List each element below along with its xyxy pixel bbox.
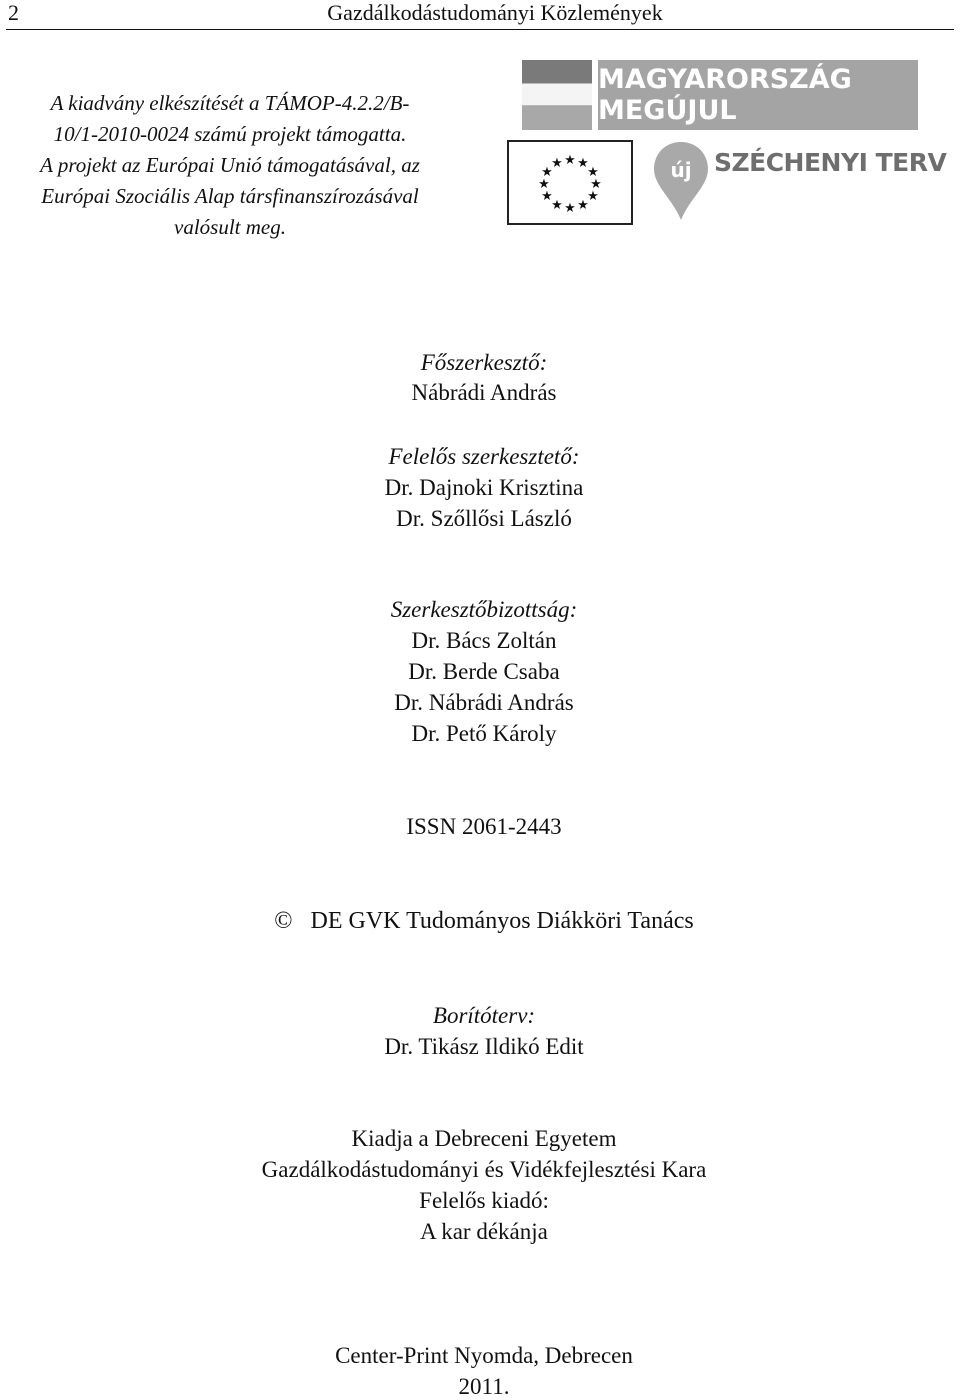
- journal-title: Gazdálkodástudományi Közlemények: [327, 0, 663, 25]
- hungarian-flag-red-stripe: [522, 60, 592, 83]
- svg-text:★: ★: [577, 156, 589, 171]
- support-line: A projekt az Európai Unió támogatásával, az: [40, 153, 420, 177]
- editor-in-chief-name: Nábrádi András: [411, 380, 557, 405]
- cover-design-label: Borítóterv:: [432, 1003, 536, 1028]
- svg-text:★: ★: [577, 198, 589, 213]
- svg-text:★: ★: [541, 165, 553, 180]
- responsible-editor-name: Dr. Szőllősi László: [396, 506, 572, 531]
- publisher-line: A kar dékánja: [420, 1219, 548, 1244]
- svg-text:★: ★: [564, 153, 576, 168]
- copyright-icon: ©: [274, 908, 293, 934]
- editor-in-chief-label: Főszerkesztő:: [420, 350, 548, 375]
- szechenyi-pin-icon: [652, 140, 710, 222]
- issn-number: ISSN 2061-2443: [406, 814, 562, 839]
- copyright-line: [0, 908, 960, 935]
- publisher-line: Gazdálkodástudományi és Vidékfejlesztési Kara: [261, 1157, 707, 1182]
- eu-flag-logo: [507, 140, 633, 225]
- cover-designer-name: Dr. Tikász Ildikó Edit: [384, 1034, 584, 1059]
- svg-text:★: ★: [541, 189, 553, 204]
- svg-text:★: ★: [551, 198, 563, 213]
- support-line: valósult meg.: [174, 215, 286, 239]
- board-member-name: Dr. Pető Károly: [411, 721, 557, 746]
- hungarian-flag-white-stripe: [522, 83, 592, 106]
- support-line: 10/1-2010-0024 számú projekt támogatta.: [53, 122, 407, 146]
- svg-text:★: ★: [587, 165, 599, 180]
- copyright-holder: DE GVK Tudományos Diákköri Tanács: [310, 908, 694, 934]
- board-member-name: Dr. Bács Zoltán: [411, 628, 557, 653]
- svg-text:★: ★: [564, 201, 576, 216]
- support-line: Európai Szociális Alap társfinanszírozásával: [41, 184, 419, 208]
- responsible-editors-label: Felelős szerkesztető:: [388, 444, 580, 469]
- editorial-board-label: Szerkesztőbizottság:: [390, 597, 578, 622]
- support-statement: [0, 88, 460, 243]
- banner-text: MAGYARORSZÁG MEGÚJUL: [598, 64, 852, 126]
- svg-text:★: ★: [551, 156, 563, 171]
- svg-text:★: ★: [590, 177, 602, 192]
- svg-text:★: ★: [587, 189, 599, 204]
- header-divider: [6, 29, 954, 30]
- eu-stars-icon: [509, 142, 631, 223]
- szechenyi-terv-logo-text: SZÉCHENYI TERV: [714, 148, 947, 177]
- publisher-line: Kiadja a Debreceni Egyetem: [351, 1126, 617, 1151]
- page-number: 2: [8, 0, 19, 25]
- responsible-editor-name: Dr. Dajnoki Krisztina: [384, 475, 584, 500]
- pin-label: új: [670, 158, 692, 182]
- support-line: A kiadvány elkészítését a TÁMOP-4.2.2/B-: [50, 91, 410, 115]
- publisher-line: Felelős kiadó:: [419, 1188, 549, 1213]
- board-member-name: Dr. Berde Csaba: [408, 659, 560, 684]
- printer-name: Center-Print Nyomda, Debrecen: [335, 1343, 633, 1368]
- svg-text:★: ★: [538, 177, 550, 192]
- board-member-name: Dr. Nábrádi András: [394, 690, 574, 715]
- print-year: 2011.: [458, 1374, 510, 1399]
- hungarian-flag-green-stripe: [522, 106, 592, 130]
- magyarorszag-megujul-logo: [598, 60, 918, 130]
